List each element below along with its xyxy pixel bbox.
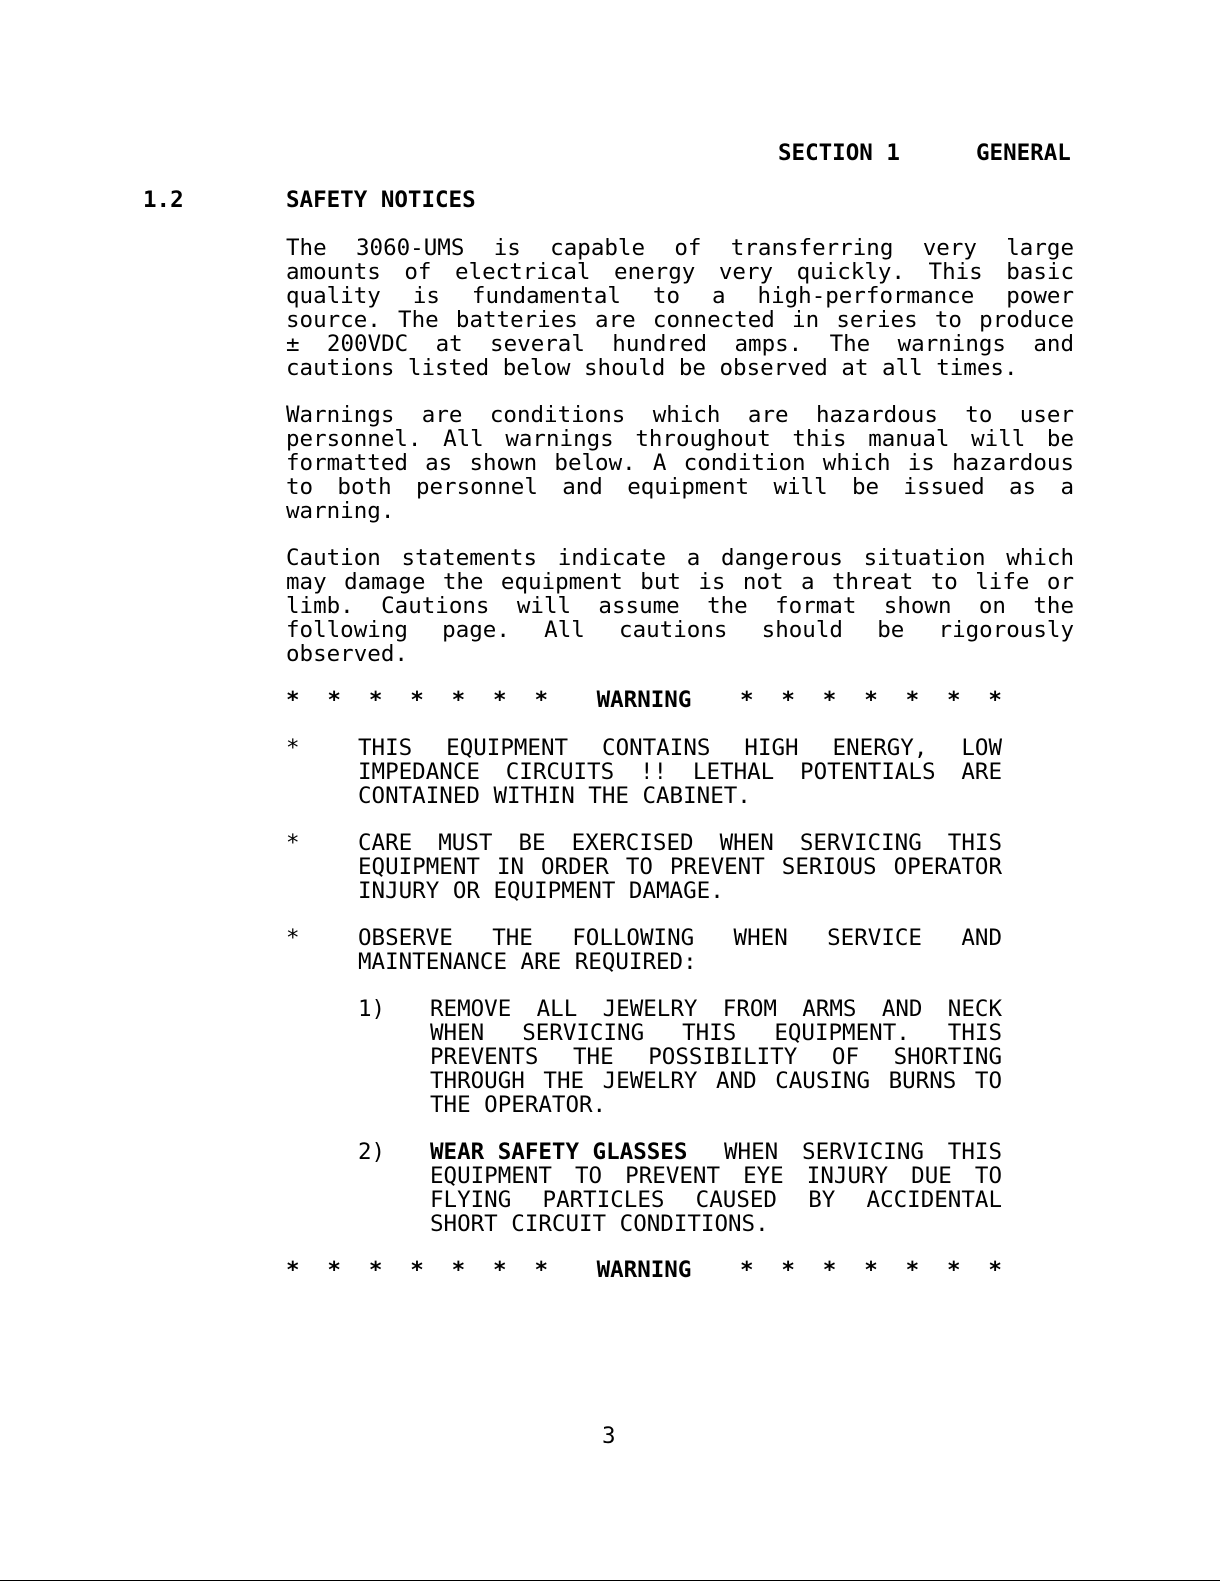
star-glyph: * [327,1257,341,1283]
warning-line: INJURY OR EQUIPMENT DAMAGE. [358,878,724,904]
subitem-line [430,1140,1002,1164]
star-glyph: * [822,1257,837,1283]
warning-bullet: * [286,735,300,761]
star-glyph: * [534,687,548,713]
star-glyph: * [327,687,341,713]
warning-line: CONTAINED WITHIN THE CABINET. [358,783,751,809]
paragraph-line: The 3060-UMS is capable of transferring very large [286,235,1074,261]
warning-line: MAINTENANCE ARE REQUIRED: [358,949,697,975]
warning-line: CARE MUST BE EXERCISED WHEN SERVICING THIS [358,830,1002,856]
star-glyph: * [451,1257,466,1283]
subitem-number: 2) [358,1139,386,1165]
paragraph-energy [286,236,1074,380]
paragraph-warnings [286,403,1074,523]
paragraph-line: warning. [286,498,395,524]
paragraph-line: observed. [286,641,408,667]
paragraph-line: may damage the equipment but is not a threat to life or [286,569,1074,595]
paragraph-line: Warnings are conditions which are hazardous to user [286,402,1074,428]
star-glyph: * [286,1257,300,1283]
subitem-line: THE OPERATOR. [430,1092,607,1118]
paragraph-line: Caution statements indicate a dangerous situation which [286,545,1074,571]
paragraph-line: amounts of electrical energy very quickly. This basic [286,259,1074,285]
warning-line: THIS EQUIPMENT CONTAINS HIGH ENERGY, LOW [358,735,1002,761]
subitem-line: FLYING PARTICLES CAUSED BY ACCIDENTAL [430,1187,1002,1213]
star-glyph: * [947,687,961,713]
warning-bullet: * [286,925,300,951]
star-glyph: * [988,687,1002,713]
paragraph-cautions [286,546,1074,666]
subitem-line: SHORT CIRCUIT CONDITIONS. [430,1211,769,1237]
star-glyph: * [368,687,383,713]
heading-title: SAFETY NOTICES [286,187,476,213]
warning-line: OBSERVE THE FOLLOWING WHEN SERVICE AND [358,925,1002,951]
subitem [430,997,1002,1117]
paragraph-line: personnel. All warnings throughout this manual will be [286,426,1074,452]
paragraph-line: following page. All cautions should be rigorously [286,617,1074,643]
subitem-line: THROUGH THE JEWELRY AND CAUSING BURNS TO [430,1068,1002,1094]
warning-item [358,926,1002,974]
star-group-left [286,688,548,712]
star-glyph: * [905,1257,920,1283]
star-glyph: * [286,687,300,713]
star-glyph: * [988,1257,1002,1283]
warning-banner-bottom [286,1258,1002,1282]
star-glyph: * [864,1257,878,1283]
star-glyph: * [451,687,466,713]
page-number: 3 [602,1423,616,1449]
subitem-line: PREVENTS THE POSSIBILITY OF SHORTING [430,1044,1002,1070]
star-glyph: * [781,687,795,713]
star-glyph: * [368,1257,383,1283]
star-group-right [740,1258,1002,1282]
star-glyph: * [739,687,754,713]
star-group-right [740,688,1002,712]
star-glyph: * [410,687,424,713]
paragraph-line: source. The batteries are connected in series to produce [286,307,1074,333]
star-glyph: * [947,1257,961,1283]
warning-bullet: * [286,830,300,856]
star-glyph: * [410,1257,424,1283]
star-glyph: * [822,687,837,713]
section-label: SECTION 1 [778,140,900,166]
warning-item [358,736,1002,808]
warning-line: IMPEDANCE CIRCUITS !! LETHAL POTENTIALS ARE [358,759,1002,785]
page-edge-rule [0,1580,1220,1581]
subitem-line: REMOVE ALL JEWELRY FROM ARMS AND NECK [430,996,1002,1022]
paragraph-line: formatted as shown below. A condition which is hazardous [286,450,1074,476]
subitem [430,1140,1002,1236]
warning-banner-top [286,688,1002,712]
star-glyph: * [493,1257,507,1283]
star-glyph: * [781,1257,795,1283]
paragraph-line: to both personnel and equipment will be issued as a [286,474,1074,500]
star-glyph: * [534,1257,548,1283]
paragraph-line: limb. Cautions will assume the format shown on the [286,593,1074,619]
star-glyph: * [905,687,920,713]
subitem-line: EQUIPMENT TO PREVENT EYE INJURY DUE TO [430,1163,1002,1189]
star-glyph: * [739,1257,754,1283]
warning-item [358,831,1002,903]
safety-glasses-emphasis: WEAR SAFETY GLASSES [430,1139,688,1165]
paragraph-line: ± 200VDC at several hundred amps. The warnings and [286,331,1074,357]
star-glyph: * [493,687,507,713]
subitem-line-rest: WHEN SERVICING THIS [724,1139,1002,1165]
paragraph-line: quality is fundamental to a high-performance power [286,283,1074,309]
warning-line: EQUIPMENT IN ORDER TO PREVENT SERIOUS OPERATOR [358,854,1002,880]
warning-label: WARNING [596,1257,692,1283]
heading-number: 1.2 [143,187,184,213]
warning-label: WARNING [596,687,692,713]
star-glyph: * [864,687,878,713]
subitem-line: WHEN SERVICING THIS EQUIPMENT. THIS [430,1020,1002,1046]
paragraph-line: cautions listed below should be observed at all times. [286,355,1018,381]
section-title: GENERAL [976,140,1071,166]
star-group-left [286,1258,548,1282]
subitem-number: 1) [358,996,386,1022]
